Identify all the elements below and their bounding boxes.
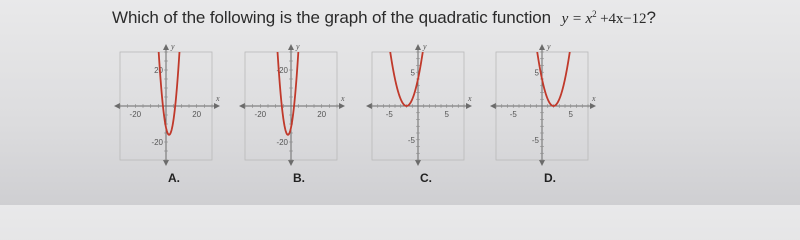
x-axis-label: x bbox=[468, 94, 472, 103]
graph-c[interactable] bbox=[364, 38, 478, 168]
y-axis-arrow-down bbox=[415, 160, 421, 166]
x-axis-arrow-right bbox=[466, 103, 472, 109]
y-tick-label-pos: 5 bbox=[410, 68, 415, 78]
question-prefix: Which of the following is the graph of the quadratic function bbox=[112, 8, 551, 27]
question-mark: ? bbox=[646, 8, 656, 27]
graph-b[interactable] bbox=[237, 38, 351, 168]
equation-exponent: 2 bbox=[592, 9, 597, 19]
question-text bbox=[112, 8, 656, 28]
x-tick-label-pos: 20 bbox=[192, 110, 202, 119]
x-axis-label: x bbox=[216, 94, 220, 103]
x-tick-label-pos: 5 bbox=[568, 110, 573, 119]
y-axis-label: y bbox=[171, 42, 175, 51]
y-tick-label-pos: 20 bbox=[154, 66, 163, 75]
graph-d[interactable] bbox=[488, 38, 602, 168]
y-tick-label-neg: -5 bbox=[531, 135, 539, 145]
y-axis-arrow-down bbox=[539, 160, 545, 166]
x-axis-label: x bbox=[341, 94, 345, 103]
option-b-label[interactable]: B. bbox=[293, 171, 305, 185]
y-axis-arrow-down bbox=[163, 160, 169, 166]
x-axis-label: x bbox=[592, 94, 596, 103]
y-axis-label: y bbox=[547, 42, 551, 51]
x-tick-label-pos: 20 bbox=[317, 110, 327, 119]
x-tick-label-neg: -5 bbox=[509, 110, 517, 119]
y-axis-arrow-up bbox=[539, 44, 545, 50]
x-tick-label-pos: 5 bbox=[444, 110, 449, 119]
y-axis-arrow-up bbox=[288, 44, 294, 50]
x-axis-arrow-left bbox=[239, 103, 245, 109]
y-axis-arrow-up bbox=[415, 44, 421, 50]
option-a-label[interactable]: A. bbox=[168, 171, 180, 185]
x-axis-arrow-right bbox=[590, 103, 596, 109]
x-tick-label-neg: -5 bbox=[385, 110, 393, 119]
x-axis-arrow-right bbox=[339, 103, 345, 109]
equation bbox=[562, 11, 647, 27]
x-axis-arrow-left bbox=[114, 103, 120, 109]
option-c-label[interactable]: C. bbox=[420, 171, 432, 185]
option-d-label[interactable]: D. bbox=[544, 171, 556, 185]
y-tick-label-pos: -20 bbox=[276, 66, 288, 75]
y-axis-arrow-up bbox=[163, 44, 169, 50]
y-axis-arrow-down bbox=[288, 160, 294, 166]
y-axis-label: y bbox=[296, 42, 300, 51]
equation-lhs: y = x bbox=[561, 11, 593, 27]
x-axis-arrow-left bbox=[490, 103, 496, 109]
option-a[interactable] bbox=[112, 38, 226, 188]
option-b[interactable] bbox=[237, 38, 351, 188]
y-tick-label-neg: -20 bbox=[151, 138, 163, 147]
equation-rhs: +4x−12 bbox=[600, 11, 647, 27]
x-axis-arrow-right bbox=[214, 103, 220, 109]
x-tick-label-neg: -20 bbox=[129, 110, 142, 119]
option-d[interactable] bbox=[488, 38, 602, 188]
option-c[interactable] bbox=[364, 38, 478, 188]
y-tick-label-neg: -5 bbox=[407, 135, 415, 145]
x-axis-arrow-left bbox=[366, 103, 372, 109]
y-axis-label: y bbox=[423, 42, 427, 51]
graph-a[interactable] bbox=[112, 38, 226, 168]
x-tick-label-neg: -20 bbox=[254, 110, 267, 119]
y-tick-label-neg: -20 bbox=[276, 138, 288, 147]
y-tick-label-pos: 5 bbox=[534, 68, 539, 78]
